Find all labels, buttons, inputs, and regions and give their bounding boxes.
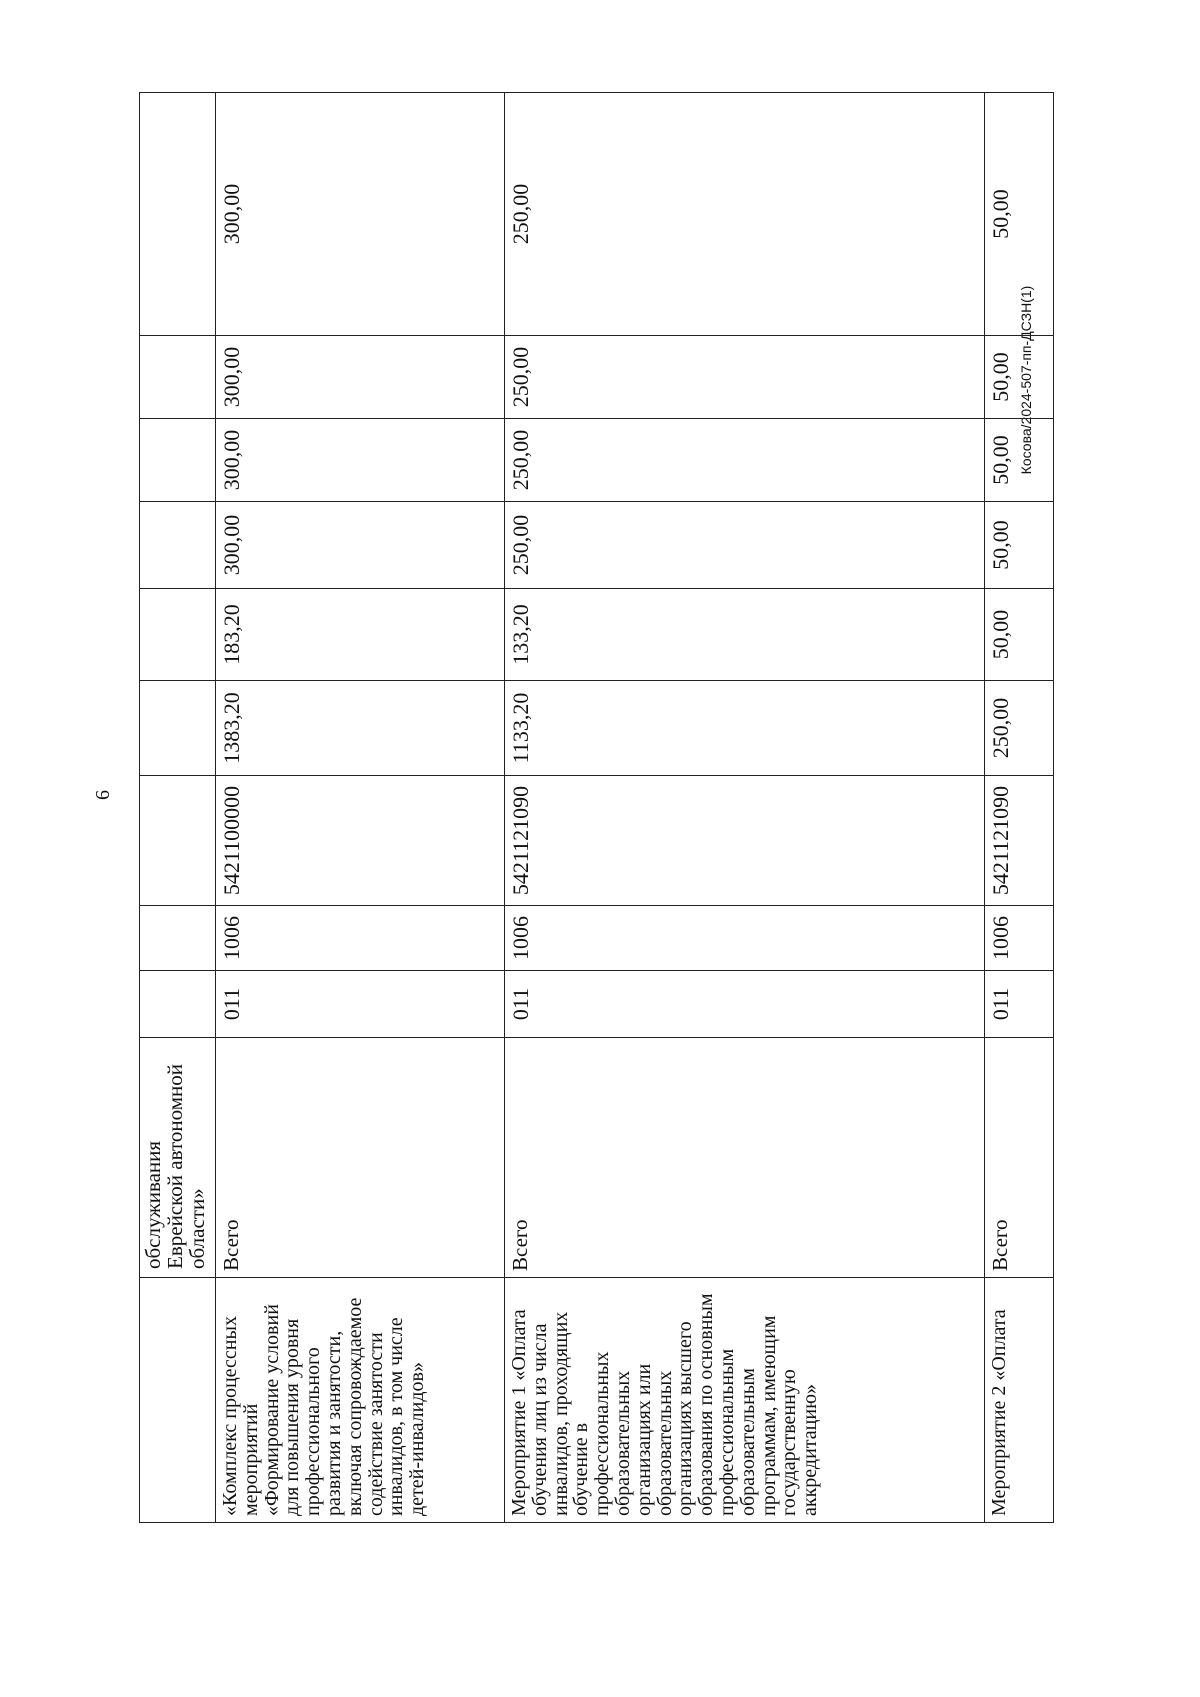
- row-total-cell: 1133,20: [505, 681, 985, 776]
- row-y5-cell: 300,00: [216, 93, 505, 336]
- row-csr-cell: 5421121090: [985, 776, 1054, 906]
- budget-table: [139, 92, 1054, 1523]
- table-row: [985, 93, 1054, 1523]
- row-rzpr-cell: 1006: [985, 906, 1054, 971]
- page-number: 6: [92, 790, 114, 800]
- header-y4-cell: [140, 336, 216, 419]
- row-y1-cell: 133,20: [505, 589, 985, 681]
- row-total-cell: 250,00: [985, 681, 1054, 776]
- budget-table-container: [139, 93, 1053, 1523]
- row-name-cell: Мероприятие 2 «Оплата: [985, 1278, 1054, 1523]
- row-source-cell: Всего: [505, 1038, 985, 1278]
- row-grbs-cell: 011: [216, 971, 505, 1038]
- header-y5-cell: [140, 93, 216, 336]
- header-y3-cell: [140, 419, 216, 502]
- row-y5-cell: 250,00: [505, 93, 985, 336]
- row-source-cell: Всего: [985, 1038, 1054, 1278]
- table-row: [216, 93, 505, 1523]
- row-grbs-cell: 011: [985, 971, 1054, 1038]
- row-y4-cell: 50,00: [985, 336, 1054, 419]
- header-y2-cell: [140, 502, 216, 589]
- row-y1-cell: 183,20: [216, 589, 505, 681]
- table-row: [140, 93, 216, 1523]
- header-y1-cell: [140, 589, 216, 681]
- row-rzpr-cell: 1006: [505, 906, 985, 971]
- row-y2-cell: 250,00: [505, 502, 985, 589]
- row-y2-cell: 300,00: [216, 502, 505, 589]
- row-y4-cell: 250,00: [505, 336, 985, 419]
- row-y4-cell: 300,00: [216, 336, 505, 419]
- header-csr-cell: [140, 776, 216, 906]
- header-rzpr-cell: [140, 906, 216, 971]
- row-y2-cell: 50,00: [985, 502, 1054, 589]
- row-name-cell: «Комплекс процессных мероприятий «Формирование условий для повышения уровня профессионального развития и занятости, включая сопровождаемое содействие занятости инвалидов, в том числе детей-инвалидов»: [216, 1278, 505, 1523]
- row-name-cell: Мероприятие 1 «Оплата обучения лиц из числа инвалидов, проходящих обучение в профессиональных образовательных организациях или образовательных организациях высшего образования по основным профессиональным образовательным программам, имеющим государственную аккредитацию»: [505, 1278, 985, 1523]
- document-code: Косова/2024-507-пп-ДСЗН(1): [1018, 285, 1034, 475]
- row-rzpr-cell: 1006: [216, 906, 505, 971]
- row-y3-cell: 250,00: [505, 419, 985, 502]
- header-total-cell: [140, 681, 216, 776]
- row-y1-cell: 50,00: [985, 589, 1054, 681]
- header-grbs-cell: [140, 971, 216, 1038]
- row-csr-cell: 5421100000: [216, 776, 505, 906]
- row-y3-cell: 50,00: [985, 419, 1054, 502]
- header-source-cell: обслуживания Еврейской автономной области»: [140, 1038, 216, 1278]
- row-csr-cell: 5421121090: [505, 776, 985, 906]
- row-y3-cell: 300,00: [216, 419, 505, 502]
- row-source-cell: Всего: [216, 1038, 505, 1278]
- row-total-cell: 1383,20: [216, 681, 505, 776]
- row-y5-cell: 50,00: [985, 93, 1054, 336]
- row-grbs-cell: 011: [505, 971, 985, 1038]
- header-name-cell: [140, 1278, 216, 1523]
- table-row: [505, 93, 985, 1523]
